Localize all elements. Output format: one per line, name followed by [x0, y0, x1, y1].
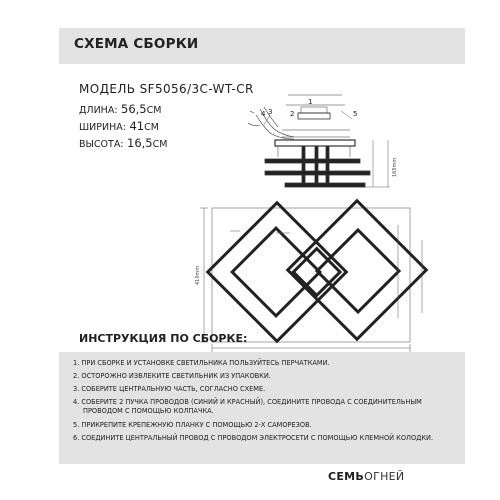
callout-1: 1: [308, 98, 313, 106]
callout-5: 5: [353, 110, 358, 118]
spec-width-unit: СМ: [144, 122, 159, 133]
spec-length-label: ДЛИНА:: [79, 105, 118, 116]
spec-height-unit: СМ: [152, 139, 168, 150]
spec-height-label: ВЫСОТА:: [79, 139, 124, 150]
spec-height-value: 16,5: [127, 136, 153, 150]
page-title: СХЕМА СБОРКИ: [74, 36, 199, 52]
assembly-diagram: [190, 85, 455, 367]
spec-length-value: 56,5: [121, 102, 147, 116]
spec-width-label: ШИРИНА:: [79, 122, 126, 133]
brand-logo: [328, 470, 404, 483]
spec-height: [79, 136, 167, 150]
instructions-title: ИНСТРУКЦИЯ ПО СБОРКЕ:: [79, 332, 248, 345]
dimension-height: 165mm: [392, 157, 398, 177]
instruction-step: 5. ПРИКРЕПИТЕ КРЕПЕЖНУЮ ПЛАНКУ С ПОМОЩЬЮ 2-Х САМОРЕЗОВ.: [73, 420, 312, 429]
model-number: МОДЕЛЬ SF5056/3C-WT-CR: [79, 82, 254, 96]
callout-2: 2: [290, 110, 295, 118]
spec-length-unit: СМ: [146, 105, 162, 116]
instruction-step: 4. СОБЕРИТЕ 2 ПУЧКА ПРОВОДОВ (СИНИЙ И КРАСНЫЙ), СОЕДИНИТЕ ПРОВОДА С СОЕДИНИТЕЛЬНЫМ: [73, 398, 422, 407]
top-view: [200, 201, 426, 352]
dimension-width: 410mm: [195, 265, 201, 285]
side-view: [265, 95, 390, 187]
brand-part-2: ОГНЕЙ: [364, 470, 405, 483]
spec-width-value: 41: [129, 119, 145, 133]
instruction-step: 3. СОБЕРИТЕ ЦЕНТРАЛЬНУЮ ЧАСТЬ, СОГЛАСНО СХЕМЕ.: [73, 385, 266, 394]
instruction-step-continued: ПРОВОДОМ С ПОМОЩЬЮ КОЛПАЧКА.: [83, 407, 214, 416]
callout-labels: [261, 98, 357, 118]
brand-part-1: СЕМЬ: [328, 470, 365, 483]
spec-length: [79, 102, 161, 116]
instruction-step: 1. ПРИ СБОРКЕ И УСТАНОВКЕ СВЕТИЛЬНИКА ПОЛЬЗУЙТЕСЬ ПЕРЧАТКАМИ.: [73, 359, 330, 367]
callout-4: 4: [261, 110, 266, 118]
spec-width: [79, 119, 159, 133]
instructions-list: [73, 359, 463, 447]
callout-3: 3: [268, 108, 273, 116]
instruction-step: 6. СОЕДИНИТЕ ЦЕНТРАЛЬНЫЙ ПРОВОД С ПРОВОДОМ ЭЛЕКТРОСЕТИ С ПОМОЩЬЮ КЛЕМНОЙ КОЛОДКИ.: [73, 433, 434, 442]
instruction-step: 2. ОСТОРОЖНО ИЗВЛЕКИТЕ СВЕТИЛЬНИК ИЗ УПАКОВКИ.: [73, 372, 271, 381]
